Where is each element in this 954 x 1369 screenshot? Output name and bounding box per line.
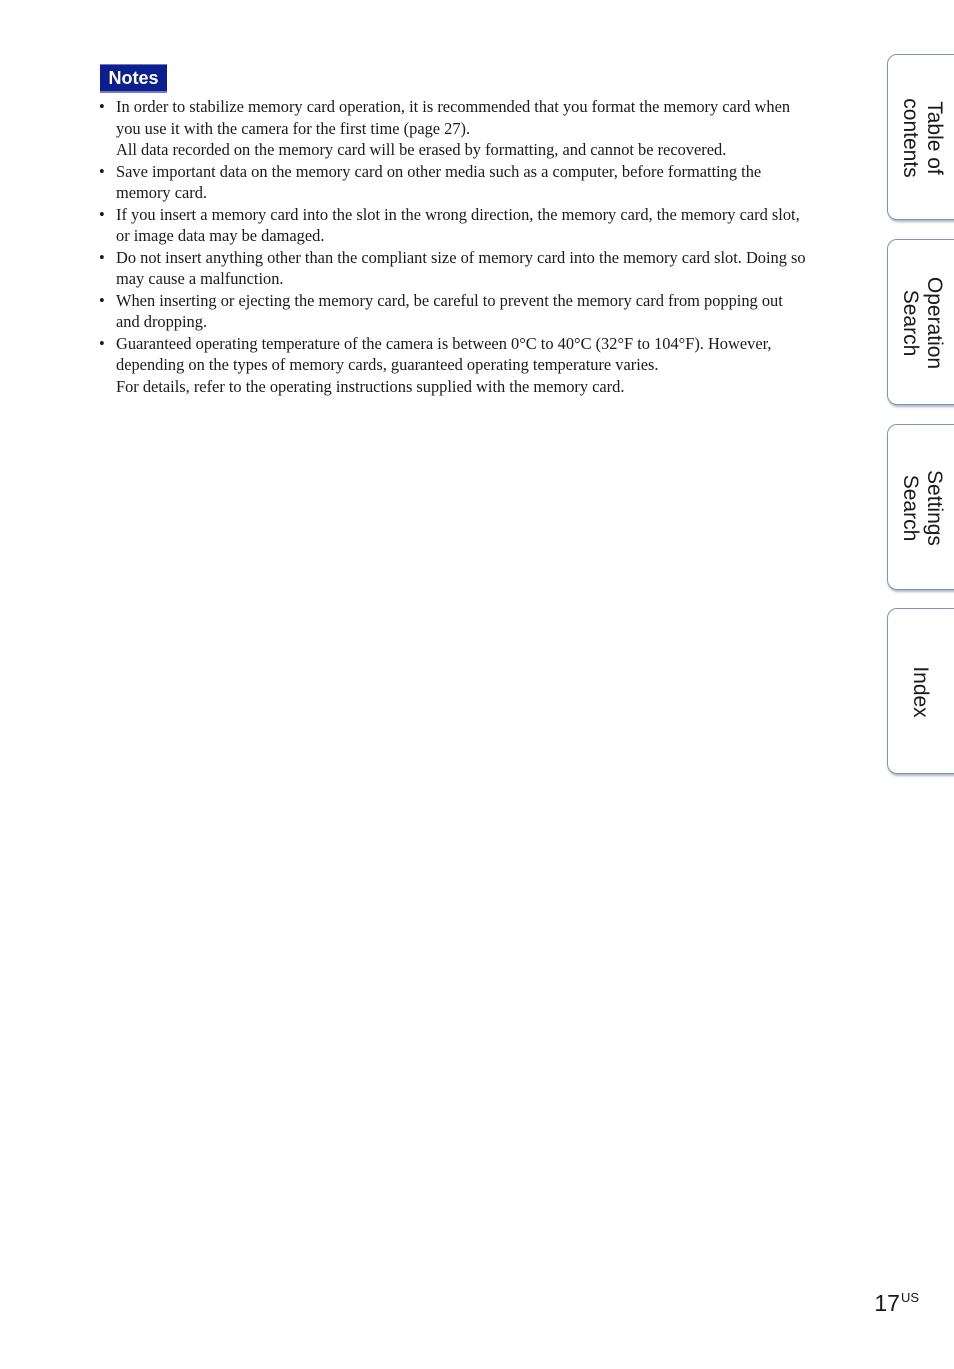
tab-label <box>898 277 946 369</box>
note-line: or image data may be damaged. <box>116 226 325 245</box>
note-line: All data recorded on the memory card will be erased by formatting, and cannot be recovered. <box>116 140 727 159</box>
note-line: Save important data on the memory card on other media such as a computer, before formatting the <box>116 161 762 181</box>
note-line: and dropping. <box>116 312 208 331</box>
bullet: • <box>99 290 105 310</box>
tab-index[interactable] <box>887 608 954 774</box>
note-item <box>98 204 854 247</box>
notes-list <box>98 96 854 397</box>
tab-label-line: Operation <box>923 276 946 370</box>
page-number-value: 17 <box>874 1290 900 1316</box>
note-item <box>98 247 854 290</box>
bullet: • <box>99 161 105 181</box>
note-line: memory card. <box>116 183 208 202</box>
note-item <box>98 290 854 333</box>
tab-label-line: Table of <box>923 101 946 175</box>
note-line: In order to stabilize memory card operation, it is recommended that you format the memory card when <box>116 97 791 116</box>
bullet: • <box>99 247 105 267</box>
page-number <box>874 1290 919 1317</box>
tab-label-line: Search <box>899 474 922 542</box>
note-line: For details, refer to the operating instructions supplied with the memory card. <box>116 376 625 396</box>
page-region-suffix: US <box>900 1290 919 1305</box>
tab-label-line: Search <box>899 289 922 357</box>
note-item <box>98 161 854 204</box>
note-item <box>98 96 854 161</box>
note-line: you use it with the camera for the first time (page 27). <box>116 118 471 138</box>
tab-label-line: contents <box>899 98 922 178</box>
note-line: When inserting or ejecting the memory card, be careful to prevent the memory card from popping out <box>116 290 783 310</box>
note-line: may cause a malfunction. <box>116 269 284 288</box>
tab-label <box>908 666 932 717</box>
notes-badge: Notes <box>100 64 167 93</box>
tab-settings-search[interactable] <box>887 424 954 590</box>
tab-table-of-contents[interactable] <box>887 54 954 220</box>
note-line: If you insert a memory card into the slot in the wrong direction, the memory card, the memory card slot, <box>116 204 800 224</box>
note-line: Do not insert anything other than the compliant size of memory card into the memory card slot. Doing so <box>116 247 806 267</box>
tab-label <box>898 470 946 546</box>
note-line: depending on the types of memory cards, guaranteed operating temperature varies. <box>116 355 659 374</box>
tab-label-line: Settings <box>923 470 946 546</box>
tab-label-line: Index <box>909 666 932 718</box>
bullet: • <box>99 333 105 353</box>
bullet: • <box>99 97 105 116</box>
note-line: Guaranteed operating temperature of the camera is between 0°C to 40°C (32°F to 104°F). However, <box>116 333 772 353</box>
tab-label <box>898 98 946 177</box>
bullet: • <box>99 204 105 224</box>
note-item <box>98 333 854 398</box>
tab-operation-search[interactable] <box>887 239 954 405</box>
